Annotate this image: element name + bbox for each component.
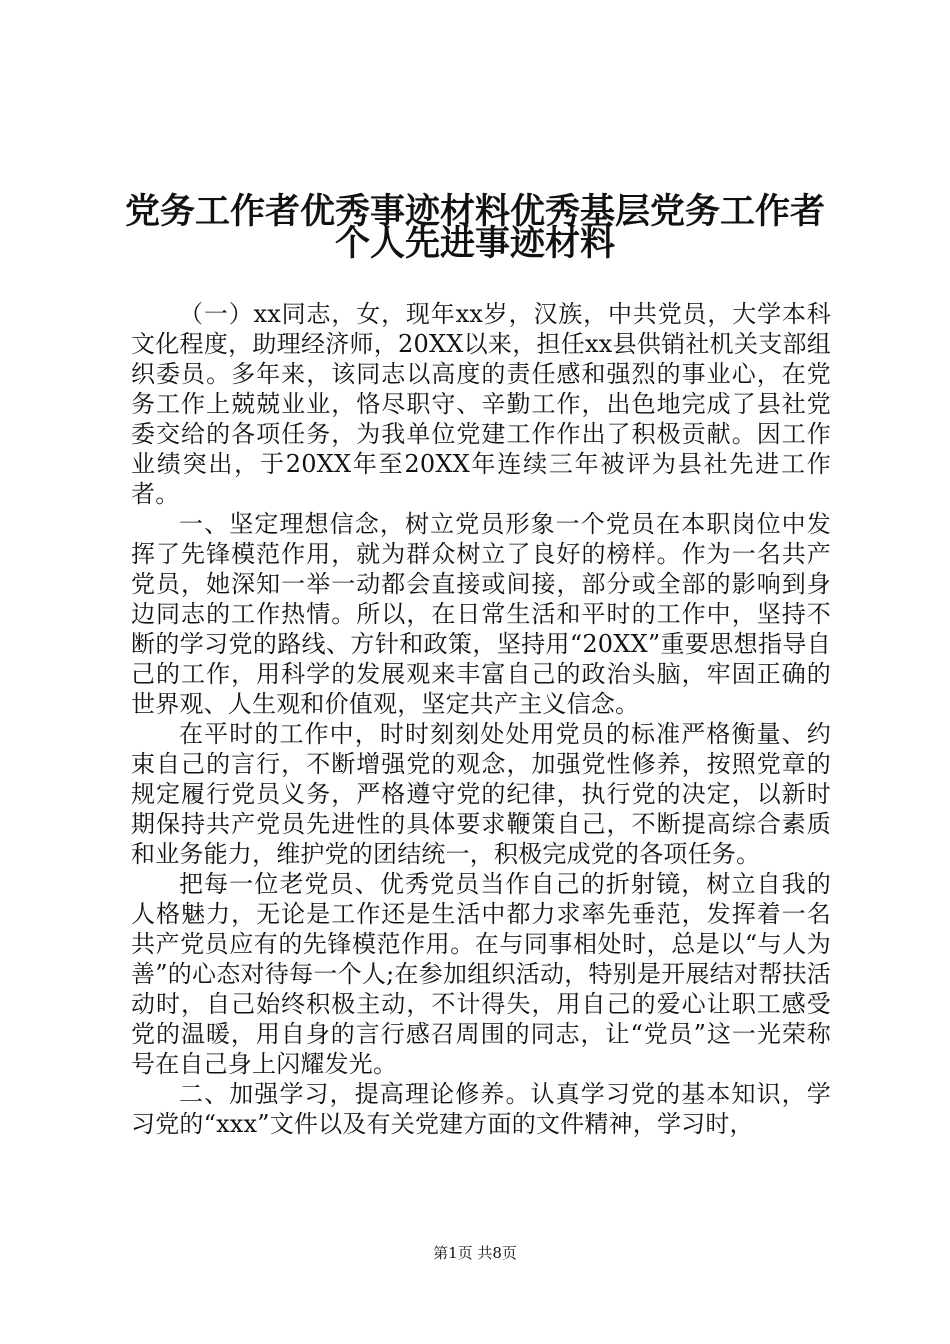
paragraph-3: 在平时的工作中，时时刻刻处处用党员的标准严格衡量、约束自己的言行，不断增强党的观念，加强党性修养，按照党章的规定履行党员义务，严格遵守党的纪律，执行党的决定，以新时期保持共产党员先进性的具体要求鞭策自己，不断提高综合素质和业务能力，维护党的团结统一，积极完成党的各项任务。 (131, 720, 831, 868)
document-title-line-1: 党务工作者优秀事迹材料优秀基层党务工作者 (124, 191, 825, 232)
paragraph-4: 把每一位老党员、优秀党员当作自己的折射镜，树立自我的人格魅力，无论是工作还是生活中都力求率先垂范，发挥着一名共产党员应有的先锋模范作用。在与同事相处时，总是以“与人为善”的心态对待每一个人;在参加组织活动，特别是开展结对帮扶活动时，自己始终积极主动，不计得失，用自己的爱心让职工感受党的温暖，用自身的言行感召周围的同志，让“党员”这一光荣称号在自己身上闪耀发光。 (131, 870, 831, 1078)
paragraph-2: 一、坚定理想信念，树立党员形象一个党员在本职岗位中发挥了先锋模范作用，就为群众树立了良好的榜样。作为一名共产党员，她深知一举一动都会直接或间接，部分或全部的影响到身边同志的工作热情。所以，在日常生活和平时的工作中，坚持不断的学习党的路线、方针和政策，坚持用“20XX”重要思想指导自己的工作，用科学的发展观来丰富自己的政治头脑，牢固正确的世界观、人生观和价值观，坚定共产主义信念。 (131, 510, 831, 718)
page-footer: 第1页 共8页 (433, 1244, 517, 1262)
paragraph-5: 二、加强学习，提高理论修养。认真学习党的基本知识，学习党的“xxx”文件以及有关党建方面的文件精神，学习时， (131, 1080, 831, 1138)
paragraph-1: （一）xx同志，女，现年xx岁，汉族，中共党员，大学本科文化程度，助理经济师，20XX以来，担任xx县供销社机关支部组织委员。多年来，该同志以高度的责任感和强烈的事业心，在党务工作上兢兢业业，恪尽职守、辛勤工作，出色地完成了县社党委交给的各项任务，为我单位党建工作作出了积极贡献。因工作业绩突出，于20XX年至20XX年连续三年被评为县社先进工作者。 (131, 300, 831, 508)
document-title-line-2: 个人先进事迹材料 (334, 223, 615, 264)
document-body (131, 299, 831, 1139)
